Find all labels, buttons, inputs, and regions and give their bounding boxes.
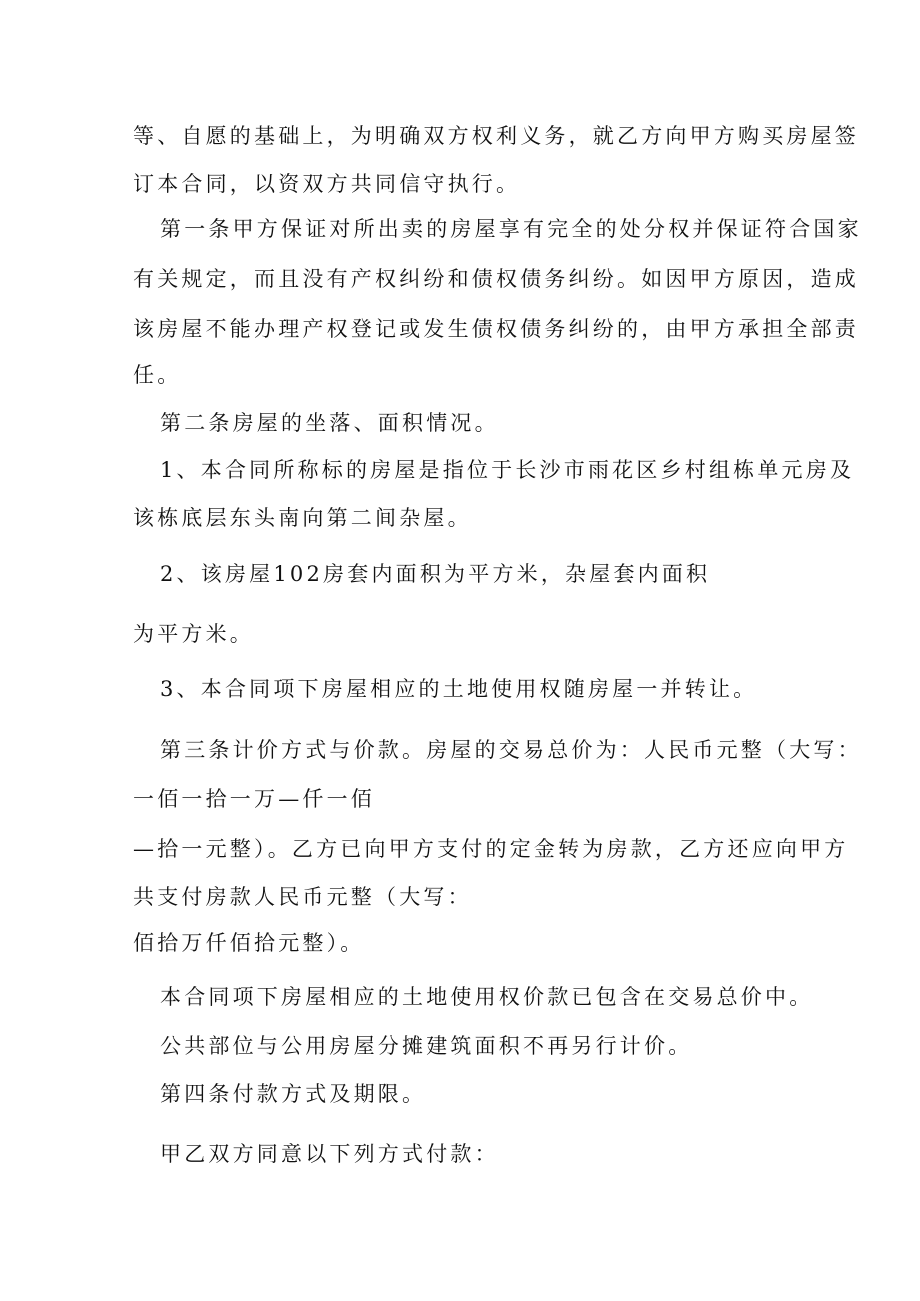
clause-2-3: 3、本合同项下房屋相应的土地使用权随房屋一并转让。 [160, 677, 758, 701]
text-line: 一佰一拾一万—仟一佰 [133, 787, 375, 811]
clause-2-1: 1、本合同所称标的房屋是指位于长沙市雨花区乡村组栋单元房及 [160, 458, 855, 482]
text-line: 佰拾万仟佰拾元整）。 [133, 931, 365, 955]
clause-2-2: 2、该房屋102房套内面积为平方米，杂屋套内面积 [160, 562, 711, 586]
text-line: 订本合同，以资双方共同信守执行。 [133, 172, 521, 196]
text-line: 为平方米。 [133, 622, 254, 646]
text-line: 有关规定，而且没有产权纠纷和债权债务纠纷。如因甲方原因，造成 [133, 267, 859, 291]
payment-method-paragraph: 甲乙双方同意以下列方式付款： [160, 1142, 499, 1166]
text-line: 共支付房款人民币元整（大写： [133, 885, 472, 909]
article-1-paragraph: 第一条甲方保证对所出卖的房屋享有完全的处分权并保证符合国家 [160, 217, 862, 241]
text-line: 该房屋不能办理产权登记或发生债权债务纠纷的，由甲方承担全部责 [133, 317, 859, 341]
text-line: —拾一元整）。乙方已向甲方支付的定金转为房款，乙方还应向甲方 [133, 837, 849, 861]
text-line: 该栋底层东头南向第二间杂屋。 [133, 506, 472, 530]
article-2-heading: 第二条房屋的坐落、面积情况。 [160, 411, 499, 435]
text-line: 等、自愿的基础上，为明确双方权利义务，就乙方向甲方购买房屋签 [133, 124, 859, 148]
article-3-paragraph: 第三条计价方式与价款。房屋的交易总价为：人民币元整（大写： [160, 738, 862, 762]
text-line: 任。 [133, 363, 182, 387]
article-4-heading: 第四条付款方式及期限。 [160, 1082, 427, 1106]
shared-area-paragraph: 公共部位与公用房屋分摊建筑面积不再另行计价。 [160, 1034, 693, 1058]
land-use-paragraph: 本合同项下房屋相应的土地使用权价款已包含在交易总价中。 [160, 985, 814, 1009]
